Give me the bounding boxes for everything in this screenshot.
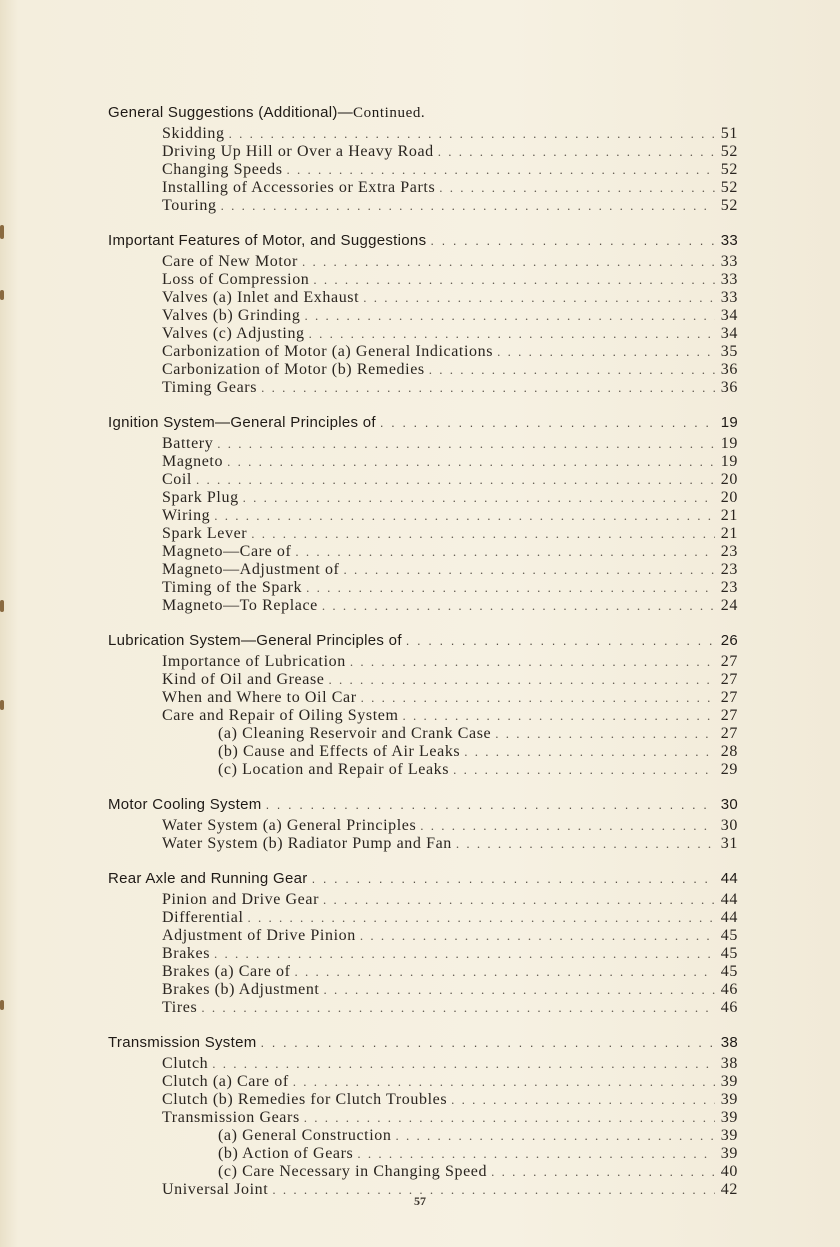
toc-entry-label: Wiring — [162, 507, 211, 524]
dot-leader — [323, 981, 714, 999]
section-heading-text: General Suggestions (Additional)— — [108, 104, 354, 121]
toc-entry-page-number: 21 — [720, 507, 738, 524]
toc-entry — [108, 289, 738, 307]
toc-entry — [108, 453, 738, 471]
toc-entry-page-number: 33 — [720, 289, 738, 306]
toc-entry — [108, 525, 738, 543]
toc-entry-page-number: 45 — [720, 927, 738, 944]
toc-entry-page-number: 27 — [720, 653, 738, 670]
toc-entry — [108, 253, 738, 271]
section-heading-label — [108, 1033, 261, 1053]
table-of-contents — [108, 103, 738, 1199]
toc-entry-page-number: 24 — [720, 597, 738, 614]
dot-leader — [395, 1127, 714, 1145]
section-page-number: 26 — [720, 632, 738, 649]
dot-leader — [429, 361, 715, 379]
section-heading — [108, 869, 738, 889]
toc-entry-label: (c) Care Necessary in Changing Speed — [218, 1163, 488, 1180]
toc-entry-label: Differential — [162, 909, 244, 926]
section-heading — [108, 1033, 738, 1053]
toc-section — [108, 231, 738, 397]
toc-entry-label: Installing of Accessories or Extra Parts — [162, 179, 436, 196]
section-page-number: 38 — [720, 1034, 738, 1051]
dot-leader — [357, 1145, 714, 1163]
toc-entry-label: Water System (b) Radiator Pump and Fan — [162, 835, 452, 852]
section-heading-label — [108, 413, 380, 433]
toc-entry — [108, 579, 738, 597]
toc-entry — [108, 489, 738, 507]
toc-entry-label: Spark Plug — [162, 489, 239, 506]
toc-entry-page-number: 52 — [720, 143, 738, 160]
toc-entry-page-number: 23 — [720, 579, 738, 596]
toc-entry-label: Coil — [162, 471, 192, 488]
section-heading-text: Lubrication System—General Principles of — [108, 632, 402, 649]
toc-entry — [108, 653, 738, 671]
toc-entry-page-number: 51 — [720, 125, 738, 142]
toc-entry — [108, 125, 738, 143]
toc-entry-label: Clutch — [162, 1055, 209, 1072]
section-spacer — [108, 397, 738, 413]
dot-leader — [302, 253, 715, 271]
dot-leader — [295, 963, 715, 981]
dot-leader — [350, 653, 715, 671]
toc-entry-label: Skidding — [162, 125, 225, 142]
section-page-number: 30 — [720, 796, 738, 813]
toc-entry-label: Transmission Gears — [162, 1109, 300, 1126]
dot-leader — [438, 143, 715, 161]
toc-section — [108, 413, 738, 615]
toc-entry-page-number: 52 — [720, 197, 738, 214]
dot-leader — [214, 945, 715, 963]
section-heading — [108, 413, 738, 433]
dot-leader — [305, 307, 715, 325]
toc-entry — [108, 507, 738, 525]
toc-entry-label: Care of New Motor — [162, 253, 298, 270]
toc-entry — [108, 689, 738, 707]
binding-mark — [0, 225, 4, 239]
dot-leader — [221, 197, 715, 215]
section-page-number: 44 — [720, 870, 738, 887]
toc-entry-label: Magneto—To Replace — [162, 597, 318, 614]
binding-mark — [0, 600, 4, 612]
dot-leader — [251, 525, 715, 543]
toc-entry-page-number: 46 — [720, 999, 738, 1016]
toc-entry — [108, 325, 738, 343]
dot-leader — [227, 453, 715, 471]
toc-section — [108, 795, 738, 853]
toc-section — [108, 1033, 738, 1199]
toc-entry-page-number: 28 — [720, 743, 738, 760]
section-heading — [108, 631, 738, 651]
toc-entry-label: (a) Cleaning Reservoir and Crank Case — [218, 725, 492, 742]
toc-entry-label: Universal Joint — [162, 1181, 269, 1198]
dot-leader — [266, 795, 715, 815]
toc-entry-label: Brakes (a) Care of — [162, 963, 291, 980]
section-heading-label — [108, 631, 406, 651]
toc-entry-label: Carbonization of Motor (a) General Indications — [162, 343, 494, 360]
dot-leader — [201, 999, 714, 1017]
toc-entry-page-number: 23 — [720, 561, 738, 578]
toc-entry — [108, 197, 738, 215]
toc-entry-label: Battery — [162, 435, 214, 452]
toc-entry-label: Carbonization of Motor (b) Remedies — [162, 361, 425, 378]
toc-entry-label: Changing Speeds — [162, 161, 283, 178]
toc-entry-page-number: 39 — [720, 1145, 738, 1162]
toc-entry-page-number: 45 — [720, 963, 738, 980]
toc-entry-page-number: 21 — [720, 525, 738, 542]
toc-entry-page-number: 42 — [720, 1181, 738, 1198]
dot-leader — [287, 161, 715, 179]
toc-entry-page-number: 40 — [720, 1163, 738, 1180]
toc-entry-label: Water System (a) General Principles — [162, 817, 417, 834]
toc-entry-page-number: 23 — [720, 543, 738, 560]
toc-entry-page-number: 33 — [720, 271, 738, 288]
dot-leader — [439, 179, 715, 197]
dot-leader — [309, 325, 715, 343]
toc-entry — [108, 1145, 738, 1163]
section-spacer — [108, 779, 738, 795]
dot-leader — [343, 561, 714, 579]
toc-entry — [108, 891, 738, 909]
toc-entry-page-number: 29 — [720, 761, 738, 778]
page-number: 57 — [414, 1194, 426, 1208]
toc-entry-label: Loss of Compression — [162, 271, 310, 288]
toc-entry — [108, 1073, 738, 1091]
toc-entry-page-number: 30 — [720, 817, 738, 834]
toc-entry-page-number: 52 — [720, 179, 738, 196]
toc-entry — [108, 543, 738, 561]
toc-entry — [108, 981, 738, 999]
toc-entry-page-number: 39 — [720, 1127, 738, 1144]
toc-entry-label: When and Where to Oil Car — [162, 689, 357, 706]
toc-entry — [108, 597, 738, 615]
dot-leader — [453, 761, 715, 779]
toc-entry-page-number: 44 — [720, 891, 738, 908]
dot-leader — [430, 231, 714, 251]
toc-entry — [108, 835, 738, 853]
toc-entry — [108, 1055, 738, 1073]
toc-entry-page-number: 44 — [720, 909, 738, 926]
toc-entry — [108, 999, 738, 1017]
toc-entry — [108, 707, 738, 725]
toc-entry-label: (b) Action of Gears — [218, 1145, 354, 1162]
section-spacer — [108, 853, 738, 869]
toc-entry — [108, 1109, 738, 1127]
toc-entry-page-number: 46 — [720, 981, 738, 998]
toc-entry-page-number: 31 — [720, 835, 738, 852]
toc-entry-label: Valves (c) Adjusting — [162, 325, 305, 342]
dot-leader — [451, 1091, 715, 1109]
section-spacer — [108, 615, 738, 631]
toc-entry-label: Care and Repair of Oiling System — [162, 707, 399, 724]
toc-entry-label: Valves (b) Grinding — [162, 307, 301, 324]
section-heading — [108, 795, 738, 815]
toc-entry-label: Driving Up Hill or Over a Heavy Road — [162, 143, 434, 160]
toc-entry-page-number: 27 — [720, 707, 738, 724]
toc-entry-label: Tires — [162, 999, 198, 1016]
dot-leader — [295, 543, 714, 561]
toc-entry — [108, 743, 738, 761]
toc-entry-page-number: 39 — [720, 1091, 738, 1108]
section-spacer — [108, 215, 738, 231]
dot-leader — [323, 891, 715, 909]
toc-entry-label: Adjustment of Drive Pinion — [162, 927, 356, 944]
toc-entry-label: Magneto — [162, 453, 224, 470]
section-heading-text: Ignition System—General Principles of — [108, 414, 376, 431]
toc-section — [108, 869, 738, 1017]
section-heading — [108, 103, 738, 123]
dot-leader — [312, 869, 715, 889]
dot-leader — [403, 707, 715, 725]
toc-entry-label: (a) General Construction — [218, 1127, 392, 1144]
dot-leader — [360, 927, 715, 945]
toc-entry-page-number: 52 — [720, 161, 738, 178]
toc-entry-page-number: 36 — [720, 379, 738, 396]
toc-entry-label: Timing Gears — [162, 379, 258, 396]
toc-entry-page-number: 39 — [720, 1073, 738, 1090]
dot-leader — [306, 579, 715, 597]
dot-leader — [497, 343, 715, 361]
toc-entry — [108, 343, 738, 361]
binding-mark — [0, 290, 4, 300]
toc-entry — [108, 561, 738, 579]
toc-entry — [108, 671, 738, 689]
toc-entry-page-number: 36 — [720, 361, 738, 378]
toc-entry-page-number: 19 — [720, 435, 738, 452]
toc-entry — [108, 1127, 738, 1145]
toc-entry — [108, 271, 738, 289]
toc-entry — [108, 179, 738, 197]
dot-leader — [261, 1033, 715, 1053]
section-heading — [108, 231, 738, 251]
toc-entry — [108, 361, 738, 379]
dot-leader — [322, 597, 715, 615]
toc-entry-page-number: 33 — [720, 253, 738, 270]
dot-leader — [214, 507, 715, 525]
toc-entry-label: Valves (a) Inlet and Exhaust — [162, 289, 360, 306]
toc-entry — [108, 471, 738, 489]
dot-leader — [495, 725, 715, 743]
dot-leader — [464, 743, 715, 761]
toc-entry-label: Kind of Oil and Grease — [162, 671, 325, 688]
toc-entry — [108, 1163, 738, 1181]
toc-entry-page-number: 27 — [720, 725, 738, 742]
dot-leader — [243, 489, 715, 507]
dot-leader — [313, 271, 714, 289]
dot-leader — [329, 671, 715, 689]
toc-entry-page-number: 45 — [720, 945, 738, 962]
section-heading-text: Rear Axle and Running Gear — [108, 870, 308, 887]
toc-entry-label: Pinion and Drive Gear — [162, 891, 320, 908]
toc-entry-label: Magneto—Care of — [162, 543, 292, 560]
section-page-number: 33 — [720, 232, 738, 249]
dot-leader — [229, 125, 715, 143]
section-heading-label — [108, 103, 429, 123]
toc-entry-label: Clutch (a) Care of — [162, 1073, 289, 1090]
toc-entry — [108, 1091, 738, 1109]
dot-leader — [248, 909, 715, 927]
toc-entry — [108, 761, 738, 779]
dot-leader — [491, 1163, 715, 1181]
section-heading-continued: Continued. — [353, 105, 426, 121]
binding-mark — [0, 700, 4, 710]
binding-mark — [0, 1000, 4, 1010]
toc-entry-label: Spark Lever — [162, 525, 248, 542]
toc-entry-label: Clutch (b) Remedies for Clutch Troubles — [162, 1091, 448, 1108]
toc-entry — [108, 161, 738, 179]
dot-leader — [406, 631, 715, 651]
toc-entry — [108, 817, 738, 835]
toc-entry-page-number: 38 — [720, 1055, 738, 1072]
toc-entry-label: Brakes (b) Adjustment — [162, 981, 320, 998]
toc-entry — [108, 143, 738, 161]
toc-entry — [108, 963, 738, 981]
toc-entry-label: Magneto—Adjustment of — [162, 561, 340, 578]
section-heading-text: Motor Cooling System — [108, 796, 262, 813]
toc-entry — [108, 435, 738, 453]
toc-entry-label: Timing of the Spark — [162, 579, 303, 596]
section-spacer — [108, 1017, 738, 1033]
section-heading-label — [108, 869, 312, 889]
toc-entry — [108, 725, 738, 743]
toc-section — [108, 631, 738, 779]
section-heading-text: Transmission System — [108, 1034, 257, 1051]
dot-leader — [293, 1073, 715, 1091]
dot-leader — [212, 1055, 715, 1073]
dot-leader — [196, 471, 715, 489]
toc-section — [108, 103, 738, 215]
toc-entry-label: Touring — [162, 197, 217, 214]
toc-entry-label: (b) Cause and Effects of Air Leaks — [218, 743, 461, 760]
toc-entry-page-number: 39 — [720, 1109, 738, 1126]
section-page-number: 19 — [720, 414, 738, 431]
dot-leader — [420, 817, 715, 835]
dot-leader — [361, 689, 715, 707]
dot-leader — [261, 379, 715, 397]
toc-entry — [108, 927, 738, 945]
dot-leader — [363, 289, 715, 307]
toc-entry-label: Brakes — [162, 945, 211, 962]
toc-entry — [108, 945, 738, 963]
toc-entry-page-number: 27 — [720, 671, 738, 688]
dot-leader — [304, 1109, 715, 1127]
toc-entry — [108, 909, 738, 927]
toc-entry — [108, 307, 738, 325]
toc-entry — [108, 379, 738, 397]
toc-entry-page-number: 34 — [720, 307, 738, 324]
section-heading-text: Important Features of Motor, and Suggestions — [108, 232, 427, 249]
toc-entry-page-number: 35 — [720, 343, 738, 360]
dot-leader — [380, 413, 715, 433]
section-heading-label — [108, 231, 430, 251]
toc-entry-page-number: 27 — [720, 689, 738, 706]
dot-leader — [456, 835, 715, 853]
dot-leader — [217, 435, 715, 453]
section-heading-label — [108, 795, 266, 815]
toc-entry-label: Importance of Lubrication — [162, 653, 346, 670]
toc-entry-page-number: 19 — [720, 453, 738, 470]
toc-entry-page-number: 20 — [720, 489, 738, 506]
toc-entry-page-number: 34 — [720, 325, 738, 342]
toc-entry-label: (c) Location and Repair of Leaks — [218, 761, 450, 778]
toc-entry-page-number: 20 — [720, 471, 738, 488]
